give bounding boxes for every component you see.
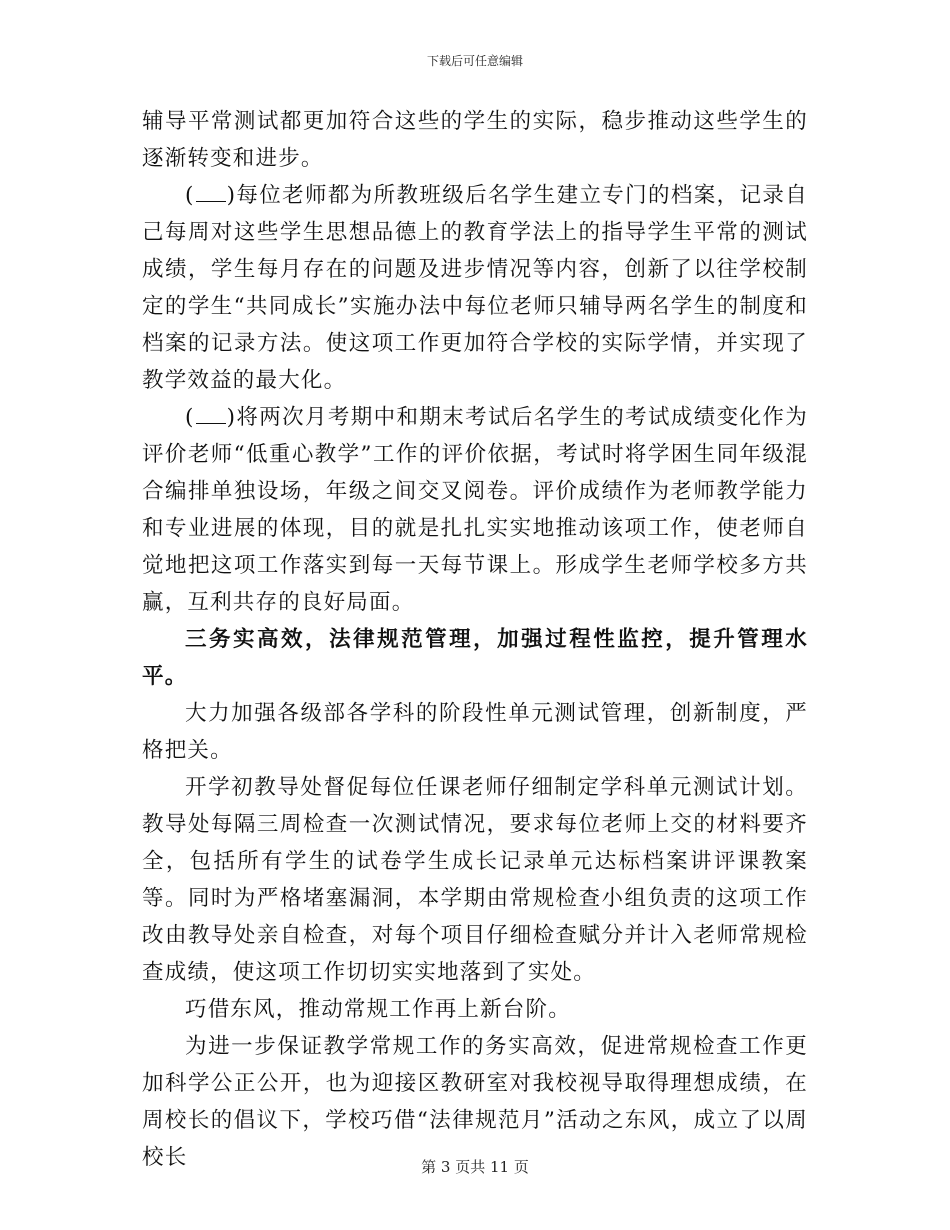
blank-open-paren: ( bbox=[185, 183, 195, 208]
paragraph-test-plan: 开学初教导处督促每位任课老师仔细制定学科单元测试计划。教导处每隔三周检查一次测试情况，要求每位老师上交的材料要齐全，包括所有学生的试卷学生成长记录单元达标档案讲评课教案等。同时为严格堵塞漏洞，本学期由常规检查小组负责的这项工作改由教导处亲自检查，对每个项目仔细检查赋分并计入老师常规检查成绩，使这项工作切切实实地落到了实处。 bbox=[142, 775, 808, 985]
fill-in-blank bbox=[196, 183, 226, 202]
page-number: 第 3 页共 11 页 bbox=[421, 1158, 529, 1176]
blank-open-paren: ( bbox=[185, 405, 195, 430]
paragraph-east-wind: 巧借东风，推动常规工作再上新台阶。 bbox=[185, 997, 571, 1022]
page-header: 下载后可任意编辑 bbox=[426, 54, 523, 68]
paragraph-text: 将两次月考期中和期末考试后名学生的考试成绩变化作为评价老师“低重心教学”工作的评价依据，考试时将学困生同年级混合编排单独设场，年级之间交叉阅卷。评价成绩作为老师教学能力和专业进展的体现，目的就是扎扎实实地推动该项工作，使老师自觉地把这项工作落实到每一天每节课上。形成学生老师学校多方共赢，互利共存的良好局面。 bbox=[142, 405, 808, 615]
paragraph-unit-tests: 大力加强各级部各学科的阶段性单元测试管理，创新制度，严格把关。 bbox=[142, 701, 808, 763]
blank-close-paren: ) bbox=[226, 183, 237, 208]
paragraph-student-archives bbox=[142, 177, 808, 399]
paragraph-evaluation-basis bbox=[142, 399, 808, 621]
paragraph-continuation: 辅导平常测试都更加符合这些的学生的实际，稳步推动这些学生的逐渐转变和进步。 bbox=[142, 109, 808, 171]
blank-close-paren: ) bbox=[226, 405, 237, 430]
section-heading: 三务实高效，法律规范管理，加强过程性监控，提升管理水平。 bbox=[142, 627, 808, 689]
paragraph-text: 每位老师都为所教班级后名学生建立专门的档案，记录自己每周对这些学生思想品德上的教育学法上的指导学生平常的测试成绩，学生每月存在的问题及进步情况等内容，创新了以往学校制定的学生“共同成长”实施办法中每位老师只辅导两名学生的制度和档案的记录方法。使这项工作更加符合学校的实际学情，并实现了教学效益的最大化。 bbox=[142, 183, 808, 393]
fill-in-blank bbox=[196, 405, 226, 424]
paragraph-routine-check: 为进一步保证教学常规工作的务实高效，促进常规检查工作更加科学公正公开，也为迎接区教研室对我校视导取得理想成绩，在周校长的倡议下，学校巧借“法律规范月”活动之东风，成立了以周校长 bbox=[142, 1034, 808, 1170]
document-body bbox=[142, 103, 808, 1176]
